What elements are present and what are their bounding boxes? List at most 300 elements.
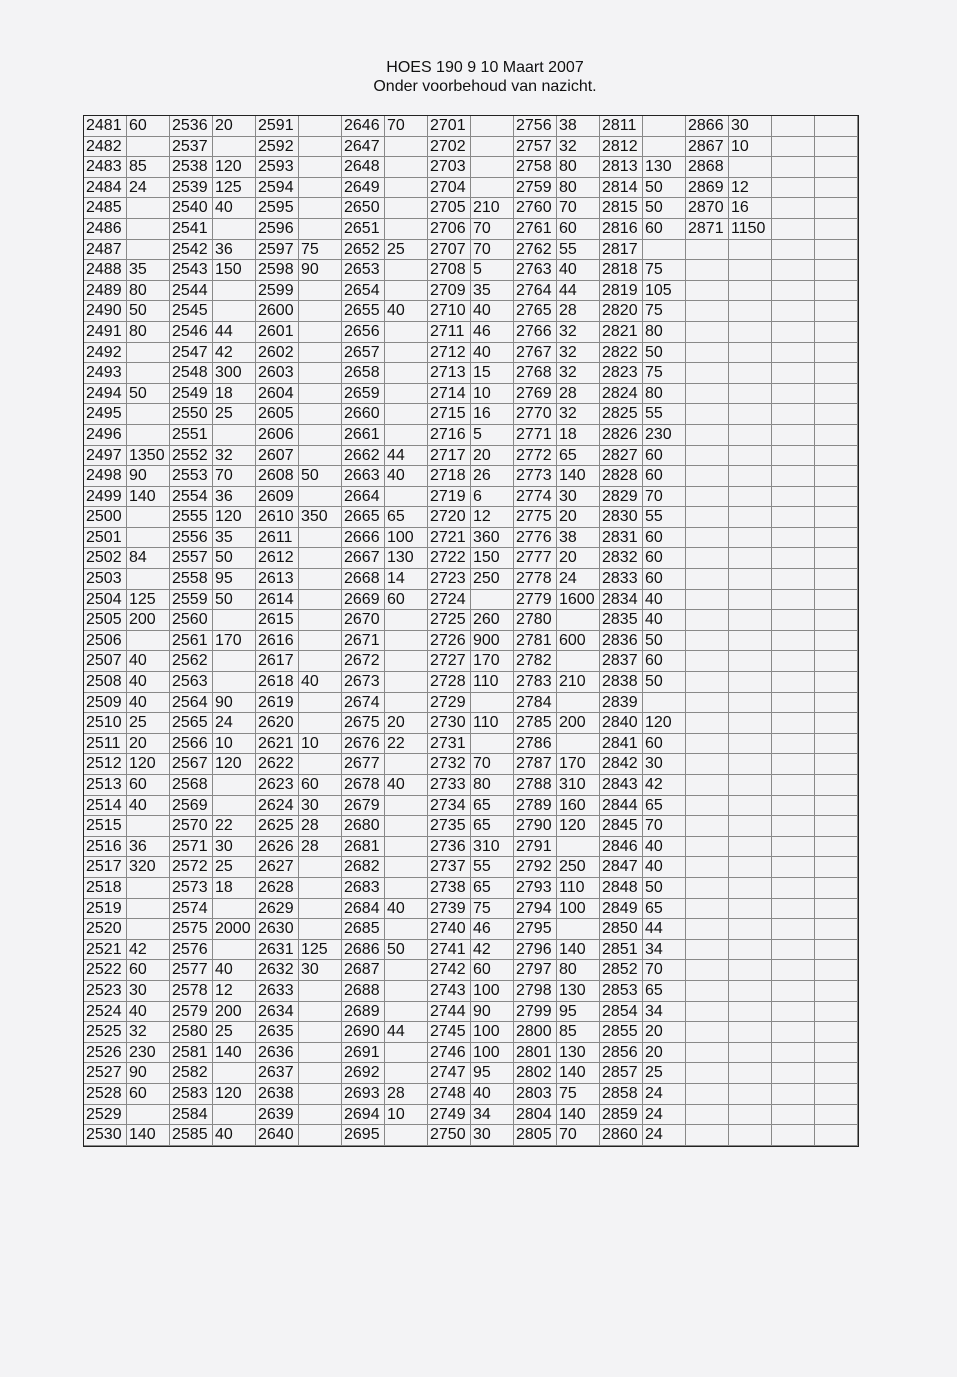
table-cell-number: 2578 — [170, 981, 213, 1002]
table-cell-value — [299, 322, 342, 343]
table-cell-number: 2682 — [342, 857, 385, 878]
table-cell-value — [213, 610, 256, 631]
table-cell-value: 30 — [299, 796, 342, 817]
table-cell-number — [772, 590, 815, 611]
table-cell-number: 2679 — [342, 796, 385, 817]
table-cell-value — [815, 775, 858, 796]
table-cell-number — [772, 548, 815, 569]
table-cell-value — [729, 1084, 772, 1105]
table-cell-value: 16 — [471, 404, 514, 425]
table-cell-number: 2658 — [342, 363, 385, 384]
table-cell-number: 2678 — [342, 775, 385, 796]
table-cell-value: 50 — [127, 384, 170, 405]
table-cell-value — [815, 528, 858, 549]
table-cell-number: 2768 — [514, 363, 557, 384]
table-cell-number: 2831 — [600, 528, 643, 549]
table-cell-number: 2735 — [428, 816, 471, 837]
table-cell-value: 65 — [557, 446, 600, 467]
table-cell-number — [686, 940, 729, 961]
table-cell-number: 2523 — [84, 981, 127, 1002]
table-cell-value: 32 — [127, 1022, 170, 1043]
table-cell-number: 2830 — [600, 507, 643, 528]
table-cell-number: 2515 — [84, 816, 127, 837]
table-cell-number: 2859 — [600, 1105, 643, 1126]
table-cell-value — [729, 548, 772, 569]
table-cell-number: 2497 — [84, 446, 127, 467]
table-cell-value: 40 — [471, 1084, 514, 1105]
table-cell-number: 2541 — [170, 219, 213, 240]
table-cell-number: 2583 — [170, 1084, 213, 1105]
table-cell-number: 2866 — [686, 116, 729, 137]
table-cell-number: 2585 — [170, 1125, 213, 1146]
table-cell-number: 2526 — [84, 1043, 127, 1064]
table-cell-number: 2620 — [256, 713, 299, 734]
table-cell-value — [729, 610, 772, 631]
table-cell-value — [299, 1043, 342, 1064]
table-cell-value: 30 — [557, 487, 600, 508]
table-cell-number — [772, 631, 815, 652]
table-cell-number: 2611 — [256, 528, 299, 549]
table-cell-number: 2711 — [428, 322, 471, 343]
table-cell-value: 200 — [127, 610, 170, 631]
table-cell-number: 2683 — [342, 878, 385, 899]
table-cell-number — [772, 837, 815, 858]
table-cell-number — [686, 363, 729, 384]
table-cell-number: 2782 — [514, 651, 557, 672]
table-cell-value — [729, 569, 772, 590]
table-cell-value: 20 — [557, 548, 600, 569]
table-cell-number — [686, 1043, 729, 1064]
table-cell-number: 2705 — [428, 198, 471, 219]
table-cell-number: 2677 — [342, 754, 385, 775]
table-cell-number: 2625 — [256, 816, 299, 837]
table-cell-value — [815, 1125, 858, 1146]
table-cell-number: 2728 — [428, 672, 471, 693]
table-cell-value: 170 — [557, 754, 600, 775]
table-cell-value — [729, 384, 772, 405]
table-cell-number: 2539 — [170, 178, 213, 199]
table-cell-number: 2789 — [514, 796, 557, 817]
table-cell-value — [385, 960, 428, 981]
table-cell-number — [686, 487, 729, 508]
table-cell-value: 25 — [213, 1022, 256, 1043]
table-cell-number: 2772 — [514, 446, 557, 467]
table-cell-number: 2494 — [84, 384, 127, 405]
table-cell-number — [686, 693, 729, 714]
table-cell-value: 18 — [213, 384, 256, 405]
table-cell-value — [815, 837, 858, 858]
table-cell-number: 2851 — [600, 940, 643, 961]
table-cell-value: 230 — [643, 425, 686, 446]
table-cell-number: 2760 — [514, 198, 557, 219]
table-cell-number: 2562 — [170, 651, 213, 672]
table-cell-value: 6 — [471, 487, 514, 508]
table-cell-number: 2617 — [256, 651, 299, 672]
table-cell-number: 2725 — [428, 610, 471, 631]
table-cell-value — [729, 1002, 772, 1023]
table-cell-value: 10 — [213, 734, 256, 755]
table-cell-number: 2581 — [170, 1043, 213, 1064]
table-cell-value: 120 — [213, 754, 256, 775]
table-cell-value — [213, 899, 256, 920]
table-cell-number — [772, 960, 815, 981]
table-cell-number: 2704 — [428, 178, 471, 199]
table-cell-value — [729, 404, 772, 425]
table-cell-value: 140 — [557, 1105, 600, 1126]
table-cell-number: 2770 — [514, 404, 557, 425]
table-cell-number: 2615 — [256, 610, 299, 631]
table-cell-number — [772, 219, 815, 240]
table-cell-number: 2506 — [84, 631, 127, 652]
table-cell-number — [686, 1022, 729, 1043]
table-cell-value: 36 — [213, 487, 256, 508]
table-cell-number — [772, 672, 815, 693]
table-cell-number — [686, 301, 729, 322]
table-cell-number: 2508 — [84, 672, 127, 693]
table-cell-value — [729, 281, 772, 302]
table-cell-value — [815, 569, 858, 590]
table-cell-number: 2690 — [342, 1022, 385, 1043]
table-cell-number — [772, 404, 815, 425]
table-cell-number — [686, 899, 729, 920]
table-cell-value — [815, 940, 858, 961]
table-cell-value: 65 — [643, 899, 686, 920]
table-cell-value: 150 — [471, 548, 514, 569]
table-cell-value — [815, 1022, 858, 1043]
table-cell-number: 2854 — [600, 1002, 643, 1023]
table-cell-number: 2848 — [600, 878, 643, 899]
table-cell-number: 2693 — [342, 1084, 385, 1105]
table-cell-value: 1600 — [557, 590, 600, 611]
table-cell-number — [772, 1043, 815, 1064]
table-cell-value — [729, 857, 772, 878]
table-cell-number: 2687 — [342, 960, 385, 981]
table-cell-number: 2785 — [514, 713, 557, 734]
table-cell-number: 2618 — [256, 672, 299, 693]
table-cell-value: 150 — [213, 260, 256, 281]
table-cell-number: 2605 — [256, 404, 299, 425]
table-cell-value — [815, 384, 858, 405]
table-cell-number: 2738 — [428, 878, 471, 899]
table-cell-number: 2502 — [84, 548, 127, 569]
table-cell-value — [127, 198, 170, 219]
table-cell-number: 2580 — [170, 1022, 213, 1043]
table-cell-number: 2855 — [600, 1022, 643, 1043]
table-cell-value: 210 — [471, 198, 514, 219]
table-cell-number: 2528 — [84, 1084, 127, 1105]
table-cell-value — [385, 816, 428, 837]
table-cell-number: 2726 — [428, 631, 471, 652]
table-cell-value: 46 — [471, 919, 514, 940]
table-cell-value: 16 — [729, 198, 772, 219]
table-cell-number: 2561 — [170, 631, 213, 652]
table-cell-number: 2730 — [428, 713, 471, 734]
table-cell-value — [385, 157, 428, 178]
table-cell-value: 25 — [643, 1063, 686, 1084]
table-cell-number: 2602 — [256, 343, 299, 364]
table-cell-value: 80 — [127, 322, 170, 343]
table-cell-number — [772, 260, 815, 281]
table-cell-number: 2661 — [342, 425, 385, 446]
table-cell-number: 2521 — [84, 940, 127, 961]
table-cell-value: 230 — [127, 1043, 170, 1064]
table-cell-value — [385, 198, 428, 219]
table-cell-number — [772, 940, 815, 961]
table-cell-value — [729, 631, 772, 652]
table-cell-value: 60 — [385, 590, 428, 611]
table-cell-value — [213, 796, 256, 817]
table-cell-number: 2558 — [170, 569, 213, 590]
table-cell-value — [127, 404, 170, 425]
table-cell-value — [815, 466, 858, 487]
table-cell-value: 95 — [213, 569, 256, 590]
table-cell-number: 2496 — [84, 425, 127, 446]
table-cell-value: 5 — [471, 260, 514, 281]
table-cell-value: 140 — [557, 466, 600, 487]
table-cell-number: 2740 — [428, 919, 471, 940]
table-cell-value: 32 — [213, 446, 256, 467]
table-cell-number: 2748 — [428, 1084, 471, 1105]
table-cell-value: 90 — [471, 1002, 514, 1023]
table-cell-number — [772, 816, 815, 837]
table-cell-value — [471, 734, 514, 755]
table-cell-value — [385, 487, 428, 508]
table-cell-value: 50 — [643, 631, 686, 652]
table-cell-value — [729, 425, 772, 446]
table-cell-value: 250 — [557, 857, 600, 878]
table-cell-number: 2771 — [514, 425, 557, 446]
table-cell-value: 75 — [643, 363, 686, 384]
table-cell-number: 2639 — [256, 1105, 299, 1126]
table-cell-number — [772, 878, 815, 899]
table-cell-number: 2869 — [686, 178, 729, 199]
table-cell-number: 2490 — [84, 301, 127, 322]
table-cell-number: 2619 — [256, 693, 299, 714]
table-cell-value: 140 — [557, 940, 600, 961]
table-cell-value: 24 — [213, 713, 256, 734]
table-cell-value: 34 — [643, 1002, 686, 1023]
table-cell-value — [299, 425, 342, 446]
table-cell-number — [772, 775, 815, 796]
table-cell-value: 42 — [643, 775, 686, 796]
table-cell-value: 1350 — [127, 446, 170, 467]
table-cell-value — [299, 1002, 342, 1023]
table-cell-value: 120 — [643, 713, 686, 734]
table-cell-value: 140 — [127, 1125, 170, 1146]
table-cell-number — [772, 981, 815, 1002]
table-cell-number: 2536 — [170, 116, 213, 137]
table-cell-value: 125 — [213, 178, 256, 199]
table-cell-number — [686, 981, 729, 1002]
table-cell-value — [299, 857, 342, 878]
table-cell-value: 25 — [213, 404, 256, 425]
table-cell-value — [729, 507, 772, 528]
table-cell-value: 200 — [557, 713, 600, 734]
table-cell-number — [772, 1105, 815, 1126]
table-cell-value: 42 — [127, 940, 170, 961]
table-cell-number: 2647 — [342, 137, 385, 158]
table-cell-value: 80 — [557, 178, 600, 199]
table-cell-number: 2703 — [428, 157, 471, 178]
table-cell-number: 2779 — [514, 590, 557, 611]
table-cell-number: 2671 — [342, 631, 385, 652]
table-cell-value — [385, 219, 428, 240]
table-cell-value — [127, 569, 170, 590]
table-cell-number: 2695 — [342, 1125, 385, 1146]
table-cell-value: 130 — [557, 1043, 600, 1064]
table-cell-number: 2555 — [170, 507, 213, 528]
table-cell-value — [815, 260, 858, 281]
table-cell-number: 2596 — [256, 219, 299, 240]
table-cell-value: 120 — [213, 1084, 256, 1105]
table-cell-value — [729, 1043, 772, 1064]
table-cell-number: 2670 — [342, 610, 385, 631]
table-cell-number — [772, 425, 815, 446]
table-cell-value: 60 — [127, 116, 170, 137]
table-cell-value: 360 — [471, 528, 514, 549]
table-cell-number: 2793 — [514, 878, 557, 899]
table-cell-value: 30 — [729, 116, 772, 137]
table-cell-number: 2607 — [256, 446, 299, 467]
table-cell-number: 2518 — [84, 878, 127, 899]
table-cell-number — [772, 651, 815, 672]
table-cell-number: 2566 — [170, 734, 213, 755]
table-cell-number: 2717 — [428, 446, 471, 467]
table-cell-value: 110 — [471, 672, 514, 693]
table-cell-number: 2716 — [428, 425, 471, 446]
table-cell-value — [729, 981, 772, 1002]
table-cell-value — [815, 219, 858, 240]
table-cell-number: 2545 — [170, 301, 213, 322]
table-cell-number: 2530 — [84, 1125, 127, 1146]
table-cell-number: 2769 — [514, 384, 557, 405]
table-cell-value — [385, 1002, 428, 1023]
table-cell-value: 65 — [471, 816, 514, 837]
table-cell-value: 75 — [471, 899, 514, 920]
table-cell-value: 20 — [557, 507, 600, 528]
table-cell-number: 2616 — [256, 631, 299, 652]
table-cell-number: 2765 — [514, 301, 557, 322]
table-cell-number: 2556 — [170, 528, 213, 549]
table-cell-number: 2657 — [342, 343, 385, 364]
table-cell-value — [127, 878, 170, 899]
table-cell-value: 50 — [643, 198, 686, 219]
table-cell-number: 2621 — [256, 734, 299, 755]
table-cell-number: 2745 — [428, 1022, 471, 1043]
table-cell-value: 75 — [643, 301, 686, 322]
table-cell-value: 2000 — [213, 919, 256, 940]
document-title: HOES 190 9 10 Maart 2007 — [386, 59, 584, 76]
table-cell-value — [815, 178, 858, 199]
table-cell-number — [686, 1105, 729, 1126]
table-cell-value — [729, 940, 772, 961]
table-cell-number: 2608 — [256, 466, 299, 487]
table-cell-value — [815, 919, 858, 940]
table-cell-value — [127, 631, 170, 652]
table-cell-value — [299, 137, 342, 158]
table-cell-value: 10 — [299, 734, 342, 755]
table-cell-value: 80 — [643, 384, 686, 405]
table-cell-value — [643, 116, 686, 137]
table-cell-number: 2499 — [84, 487, 127, 508]
table-cell-value — [299, 899, 342, 920]
table-cell-value: 65 — [643, 796, 686, 817]
table-cell-value: 60 — [643, 528, 686, 549]
table-cell-number: 2800 — [514, 1022, 557, 1043]
table-cell-value — [299, 219, 342, 240]
table-cell-number: 2493 — [84, 363, 127, 384]
table-cell-number: 2731 — [428, 734, 471, 755]
table-cell-value — [729, 1063, 772, 1084]
table-cell-number — [772, 116, 815, 137]
table-cell-number: 2734 — [428, 796, 471, 817]
table-cell-number: 2501 — [84, 528, 127, 549]
table-cell-number — [686, 960, 729, 981]
table-cell-value: 20 — [213, 116, 256, 137]
table-cell-number — [686, 1125, 729, 1146]
table-cell-value: 40 — [557, 260, 600, 281]
table-cell-value — [557, 837, 600, 858]
table-cell-value: 70 — [643, 960, 686, 981]
table-cell-value: 35 — [471, 281, 514, 302]
table-cell-value — [815, 1105, 858, 1126]
table-cell-value — [385, 631, 428, 652]
table-cell-number: 2575 — [170, 919, 213, 940]
table-cell-number: 2488 — [84, 260, 127, 281]
table-cell-value: 38 — [557, 116, 600, 137]
table-cell-number — [686, 404, 729, 425]
table-cell-value: 32 — [557, 343, 600, 364]
table-cell-value: 46 — [471, 322, 514, 343]
table-cell-value — [299, 301, 342, 322]
table-cell-value — [127, 919, 170, 940]
table-cell-value — [815, 404, 858, 425]
table-cell-number: 2651 — [342, 219, 385, 240]
table-cell-value: 25 — [213, 857, 256, 878]
table-cell-number: 2780 — [514, 610, 557, 631]
table-cell-value: 80 — [643, 322, 686, 343]
table-cell-value — [815, 960, 858, 981]
table-cell-number: 2832 — [600, 548, 643, 569]
table-cell-value — [299, 1105, 342, 1126]
table-cell-value: 65 — [385, 507, 428, 528]
table-cell-value — [127, 425, 170, 446]
table-cell-value — [299, 651, 342, 672]
table-cell-value: 40 — [471, 343, 514, 364]
table-cell-number: 2727 — [428, 651, 471, 672]
table-cell-number: 2624 — [256, 796, 299, 817]
table-cell-value: 28 — [557, 301, 600, 322]
table-cell-value — [729, 816, 772, 837]
table-cell-value: 40 — [213, 1125, 256, 1146]
table-cell-number: 2822 — [600, 343, 643, 364]
table-cell-number: 2818 — [600, 260, 643, 281]
table-cell-value: 80 — [557, 157, 600, 178]
table-cell-value — [729, 734, 772, 755]
table-cell-number — [686, 1002, 729, 1023]
table-cell-number — [686, 507, 729, 528]
table-cell-number: 2819 — [600, 281, 643, 302]
table-cell-number: 2560 — [170, 610, 213, 631]
table-cell-number — [772, 301, 815, 322]
table-cell-value — [729, 466, 772, 487]
table-cell-number: 2606 — [256, 425, 299, 446]
table-cell-number: 2826 — [600, 425, 643, 446]
table-cell-value — [213, 219, 256, 240]
table-cell-value — [299, 878, 342, 899]
table-cell-number: 2524 — [84, 1002, 127, 1023]
table-cell-number: 2796 — [514, 940, 557, 961]
